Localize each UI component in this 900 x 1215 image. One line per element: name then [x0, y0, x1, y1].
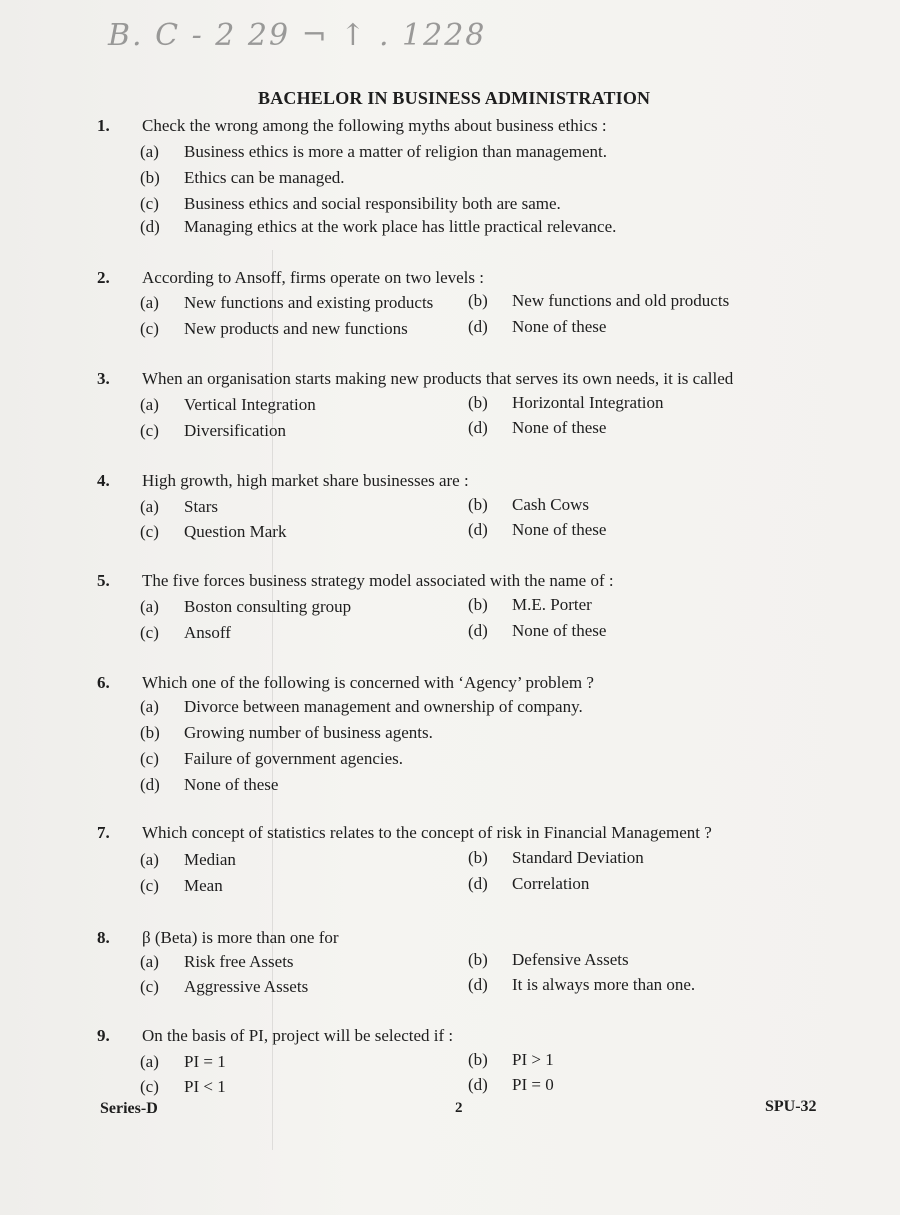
- option-d: (d) It is always more than one.: [468, 975, 696, 994]
- option-c: (c) Aggressive Assets: [140, 977, 309, 996]
- option-a: (a) Stars: [140, 497, 218, 516]
- question-text: According to Ansoff, firms operate on two levels :: [142, 268, 484, 287]
- option-d: (d) None of these: [468, 317, 607, 336]
- option-a: (a) Business ethics is more a matter of religion than management.: [140, 142, 607, 161]
- question-number: 9.: [97, 1026, 110, 1045]
- option-b: (b) Defensive Assets: [468, 950, 629, 969]
- option-b: (b) PI > 1: [468, 1050, 554, 1069]
- question-number: 3.: [97, 369, 110, 388]
- question-text: Check the wrong among the following myths about business ethics :: [142, 116, 607, 135]
- question-number: 2.: [97, 268, 110, 287]
- option-c: (c) Ansoff: [140, 623, 231, 642]
- question-number: 5.: [97, 571, 110, 590]
- handwritten-note: B. C - 2 29 ¬ ↑ . 1228: [108, 18, 487, 53]
- option-d: (d) None of these: [140, 775, 279, 794]
- question-number: 8.: [97, 928, 110, 947]
- option-c: (c) Business ethics and social responsibility both are same.: [140, 194, 561, 213]
- option-c: (c) Question Mark: [140, 522, 287, 541]
- option-a: (a) New functions and existing products: [140, 293, 434, 312]
- question-number: 6.: [97, 673, 110, 692]
- option-a: (a) Boston consulting group: [140, 597, 352, 616]
- option-d: (d) None of these: [468, 520, 607, 539]
- option-d: (d) None of these: [468, 418, 607, 437]
- option-b: (b) Cash Cows: [468, 495, 589, 514]
- question-text: High growth, high market share businesses are :: [142, 471, 469, 490]
- series-label: Series-D: [100, 1100, 158, 1117]
- option-d: (d) None of these: [468, 621, 607, 640]
- option-a: (a) Median: [140, 850, 236, 869]
- option-b: (b) M.E. Porter: [468, 595, 592, 614]
- option-d: (d) Managing ethics at the work place has little practical relevance.: [140, 217, 617, 236]
- question-text: On the basis of PI, project will be selected if :: [142, 1026, 454, 1045]
- option-c: (c) New products and new functions: [140, 319, 408, 338]
- question-text: Which one of the following is concerned with ‘Agency’ problem ?: [142, 673, 594, 692]
- question-number: 1.: [97, 116, 110, 135]
- option-a: (a) Divorce between management and ownership of company.: [140, 697, 583, 716]
- option-c: (c) Failure of government agencies.: [140, 749, 404, 768]
- option-c: (c) Mean: [140, 876, 223, 895]
- option-b: (b) Standard Deviation: [468, 848, 644, 867]
- option-d: (d) PI = 0: [468, 1075, 554, 1094]
- question-number: 4.: [97, 471, 110, 490]
- option-a: (a) PI = 1: [140, 1052, 226, 1071]
- question-text: Which concept of statistics relates to the concept of risk in Financial Management ?: [142, 823, 712, 842]
- page-number: 2: [455, 1100, 463, 1116]
- option-a: (a) Risk free Assets: [140, 952, 294, 971]
- question-text: β (Beta) is more than one for: [142, 928, 339, 947]
- page-title: BACHELOR IN BUSINESS ADMINISTRATION: [258, 88, 651, 108]
- option-b: (b) Growing number of business agents.: [140, 723, 433, 742]
- question-text: The five forces business strategy model associated with the name of :: [142, 571, 614, 590]
- option-b: (b) Ethics can be managed.: [140, 168, 345, 187]
- option-b: (b) Horizontal Integration: [468, 393, 664, 412]
- question-number: 7.: [97, 823, 110, 842]
- option-c: (c) PI < 1: [140, 1077, 226, 1096]
- option-b: (b) New functions and old products: [468, 291, 730, 310]
- option-d: (d) Correlation: [468, 874, 590, 893]
- paper-code: SPU-32: [765, 1098, 817, 1115]
- option-c: (c) Diversification: [140, 421, 286, 440]
- option-a: (a) Vertical Integration: [140, 395, 316, 414]
- question-text: When an organisation starts making new products that serves its own needs, it is called: [142, 369, 734, 388]
